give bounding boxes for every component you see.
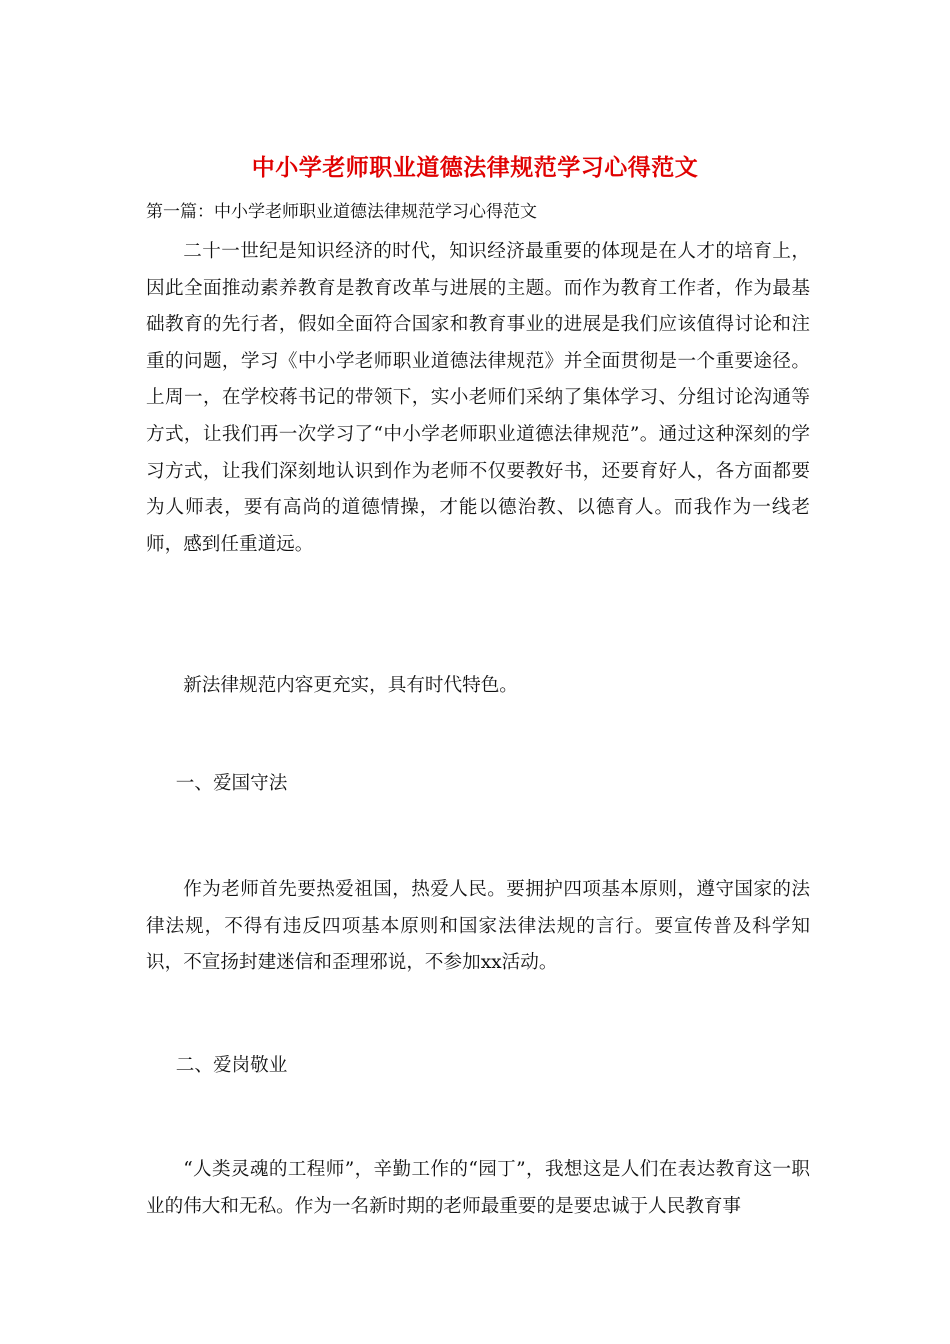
section-heading-patriotism: 一、爱国守法 [175, 773, 288, 794]
section-heading-dedication: 二、爱岗敬业 [175, 1055, 288, 1076]
document-title: 中小学老师职业道德法律规范学习心得范文 [251, 154, 699, 181]
paragraph-intro: 二十一世纪是知识经济的时代，知识经济最重要的体现是在人才的培育上，因此全面推动素养教育是教育改革与进展的主题。而作为教育工作者，作为最基础教育的先行者，假如全面符合国家和教育事业的进展是我们应该值得讨论和注重的问题，学习《中小学老师职业道德法律规范》并全面贯彻是一个重要途径。上周一，在学校蒋书记的带领下，实小老师们采纳了集体学习、分组讨论沟通等方式，让我们再一次学习了“中小学老师职业道德法律规范”。通过这种深刻的学习方式，让我们深刻地认识到作为老师不仅要教好书，还要育好人，各方面都要为人师表，要有高尚的道德情操，才能以德治教、以德育人。而我作为一线老师，感到任重道远。 [146, 241, 810, 555]
paragraph-patriotism: 作为老师首先要热爱祖国，热爱人民。要拥护四项基本原则，遵守国家的法律法规，不得有违反四项基本原则和国家法律法规的言行。要宣传普及科学知识，不宣扬封建迷信和歪理邪说，不参加xx活动。 [146, 879, 810, 974]
paragraph-dedication: “人类灵魂的工程师”，辛勤工作的“园丁”，我想这是人们在表达教育这一职业的伟大和无私。作为一名新时期的老师最重要的是要忠诚于人民教育事 [146, 1159, 810, 1217]
paragraph-new-norms: 新法律规范内容更充实，具有时代特色。 [183, 675, 518, 696]
document-subtitle: 第一篇：中小学老师职业道德法律规范学习心得范文 [146, 202, 537, 222]
